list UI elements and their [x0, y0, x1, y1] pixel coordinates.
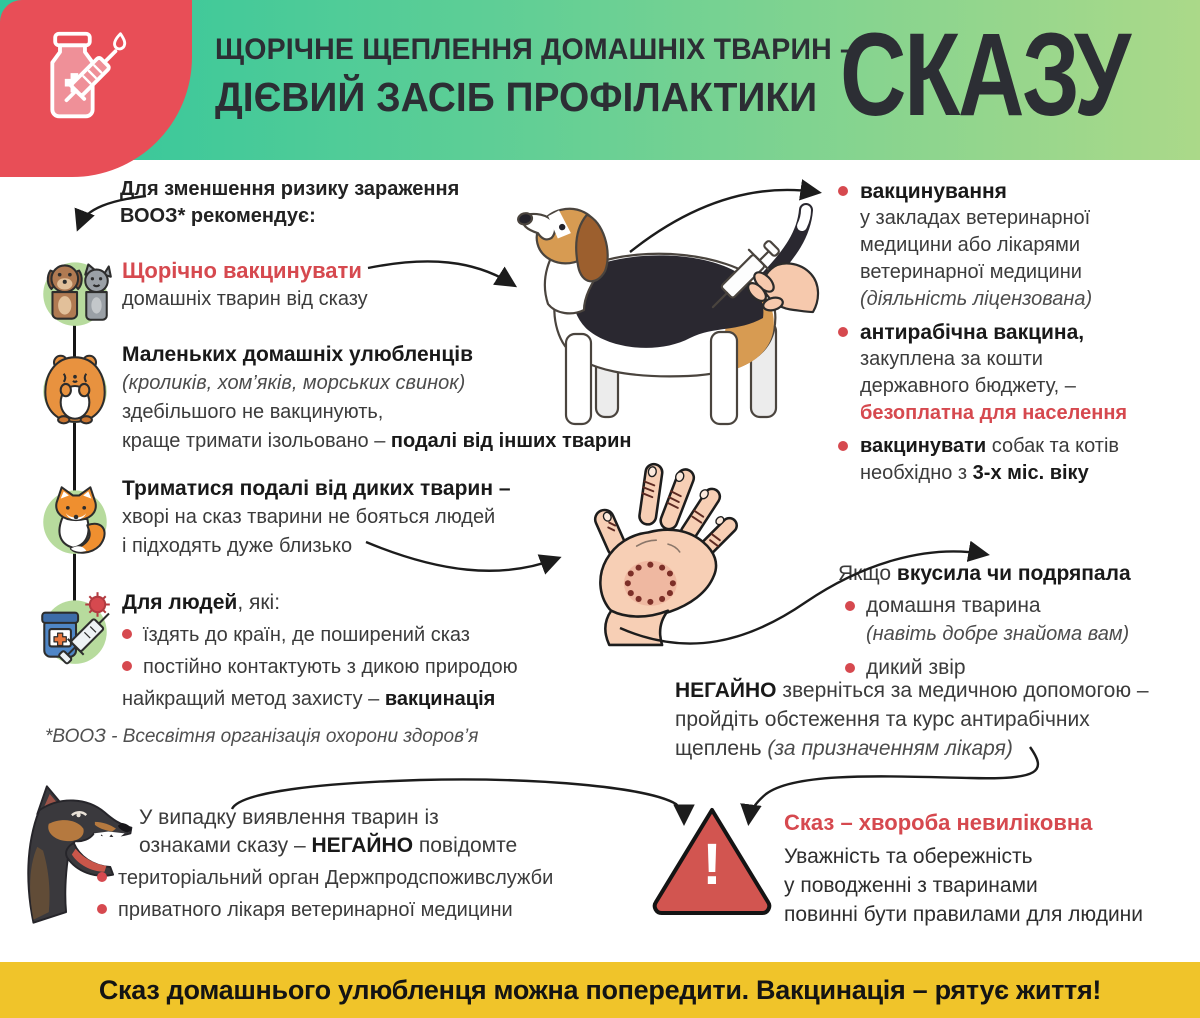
bullet-dot — [845, 663, 855, 673]
rec1-title: Щорічно вакцинувати — [122, 258, 362, 283]
warning-text: Уважність та обережність у поводженні з тваринами повинні бути правилами для людини — [784, 845, 1143, 926]
title-line1: ЩОРІЧНЕ ЩЕПЛЕННЯ ДОМАШНІХ ТВАРИН – — [215, 33, 857, 66]
bullet-dot — [122, 661, 132, 671]
bullet-dot — [838, 186, 848, 196]
footer-slogan: Сказ домашнього улюбленця можна попередити. Вакцинація – рятує життя! — [98, 974, 1102, 1005]
rec2-line4: краще тримати ізольовано – подалі від інших тварин — [122, 430, 632, 452]
recommendation-vaccinate — [122, 256, 368, 314]
hamster-icon — [32, 344, 118, 430]
bullet-dot — [97, 872, 107, 882]
title-line2: ДІЄВИЙ ЗАСІБ ПРОФІЛАКТИКИ — [215, 74, 818, 120]
vaccine-vial-syringe-icon — [36, 24, 132, 128]
footer-banner — [0, 962, 1200, 1018]
right-bullet-2: антирабічна вакцина, закуплена за кошти державного бюджету, – безоплатна для населення — [838, 319, 1183, 427]
bullet-dot — [97, 904, 107, 914]
urgent-medical-help-text: НЕГАЙНО зверніться за медичною допомогою – пройдіть обстеження та курс антирабічних щеплень (за призначенням лікаря) — [675, 679, 1149, 760]
title-big-word: СКАЗУ — [840, 9, 1129, 141]
report-bullet-2: приватного лікаря ветеринарної медицини — [97, 894, 553, 926]
rec3-line3: і підходять дуже близько — [122, 535, 353, 557]
beagle-dog-illustration — [468, 182, 853, 434]
timeline-connector-line — [73, 292, 76, 630]
who-footnote: *ВООЗ - Всесвітня організація охорони здоров’я — [45, 726, 479, 747]
rec4-title: Для людей, які: — [122, 591, 281, 614]
bullet-dot — [122, 629, 132, 639]
bullet-dot — [845, 601, 855, 611]
fox-icon — [32, 474, 118, 560]
vaccine-kit-icon — [32, 584, 118, 670]
rec2-title: Маленьких домашніх улюбленців — [122, 343, 473, 366]
rec1-line2: домашніх тварин від сказу — [122, 288, 368, 310]
bite-bullet-2: дикий звір — [845, 654, 1175, 682]
bite-bullet-1: домашня тварина (навіть добре знайома вам) — [845, 592, 1175, 648]
rec3-title: Триматися подалі від диких тварин – — [122, 477, 511, 500]
vaccination-info-list — [838, 178, 1183, 493]
report-bullet-1: територіальний орган Держпродспоживслужби — [97, 862, 553, 894]
rec4-bullet1: їздять до країн, де поширений сказ — [122, 619, 518, 651]
rec2-line3: здебільшого не вакцинують, — [122, 401, 384, 423]
rec3-line2: хворі на сказ тварини не бояться людей — [122, 506, 496, 528]
intro-text — [120, 176, 459, 230]
rec2-line2: (кроликів, хом’яків, морських свинок) — [122, 372, 466, 394]
bullet-dot — [838, 327, 848, 337]
right-bullet-1: вакцинування у закладах ветеринарної медицини або лікарями ветеринарної медицини (діяльність ліцензована) — [838, 178, 1183, 313]
bite-header: Якщо вкусила чи подряпала — [838, 562, 1131, 585]
report-instructions: У випадку виявлення тварин із ознаками сказу – НЕГАЙНО повідомте — [139, 806, 518, 857]
bite-bullet-list — [845, 592, 1175, 688]
dog-cat-icon — [32, 246, 118, 332]
rec4-closing: найкращий метод захисту – вакцинація — [122, 688, 496, 710]
recommendation-wild-animals — [122, 474, 511, 561]
right-bullet-3: вакцинувати собак та котів необхідно з 3-х міс. віку — [838, 433, 1183, 487]
recommendation-people — [122, 588, 518, 716]
bitten-hand-illustration — [574, 452, 760, 648]
intro-line2: ВООЗ* рекомендує: — [120, 205, 316, 227]
warning-title: Сказ – хвороба невиліковна — [784, 810, 1093, 835]
poster-title — [215, 33, 890, 121]
intro-line1: Для зменшення ризику зараження — [120, 178, 460, 200]
exclamation-icon: ! — [702, 832, 722, 897]
bullet-dot — [838, 441, 848, 451]
rec4-bullet2: постійно контактують з дикою природою — [122, 651, 518, 683]
report-bullet-list — [97, 862, 553, 926]
